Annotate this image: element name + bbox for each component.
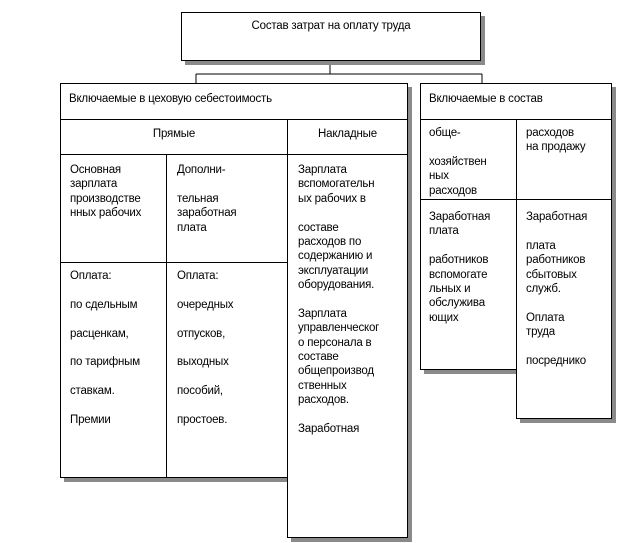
left-group-header — [60, 83, 408, 120]
direct-box — [60, 119, 288, 155]
pay-basic-box — [60, 262, 167, 478]
overhead-content-box — [287, 154, 408, 538]
overhead-header-box — [287, 119, 408, 155]
general-expenses-box — [420, 119, 517, 200]
right-group-header — [420, 83, 612, 120]
pay-extra-box — [166, 262, 288, 478]
left-group-label: Включаемые в цеховую себестоимость — [69, 93, 272, 105]
additional-wage-text: Дополни- тельная заработная плата — [177, 164, 237, 234]
selling-content-text: Заработная плата работников сбытовых служб. Оплата труда посреднико — [526, 211, 588, 367]
diagram-title: Состав затрат на оплату труда — [251, 20, 411, 32]
selling-expenses-box — [516, 119, 612, 200]
pay-extra-text: Оплата: очередных отпусков, выходных пособий, простоев. — [177, 270, 234, 426]
general-content-box — [420, 199, 517, 370]
basic-wage-box — [60, 154, 167, 263]
overhead-content-text: Зарплата вспомогательн ых рабочих в составе расходов по содержанию и эксплуатации оборудования. Зарплата управленческог о персонала в составе общепроизвод ственных расходов. Заработная — [298, 164, 380, 435]
title-box — [181, 12, 481, 61]
selling-content-box — [516, 199, 612, 419]
direct-label: Прямые — [152, 128, 196, 140]
additional-wage-box — [166, 154, 288, 263]
general-expenses-text: обще- хозяйствен ных расходов — [429, 127, 487, 197]
general-content-text: Заработная плата работников вспомогате льных и обслужива ющих — [429, 211, 491, 324]
right-group-label: Включаемые в состав — [429, 93, 543, 105]
selling-expenses-text: расходов на продажу — [526, 127, 586, 154]
pay-basic-text: Оплата: по сдельным расценкам, по тарифным ставкам. Премии — [70, 270, 140, 426]
basic-wage-text: Основная зарплата производстве нных рабочих — [70, 164, 142, 220]
overhead-label: Накладные — [318, 128, 377, 140]
